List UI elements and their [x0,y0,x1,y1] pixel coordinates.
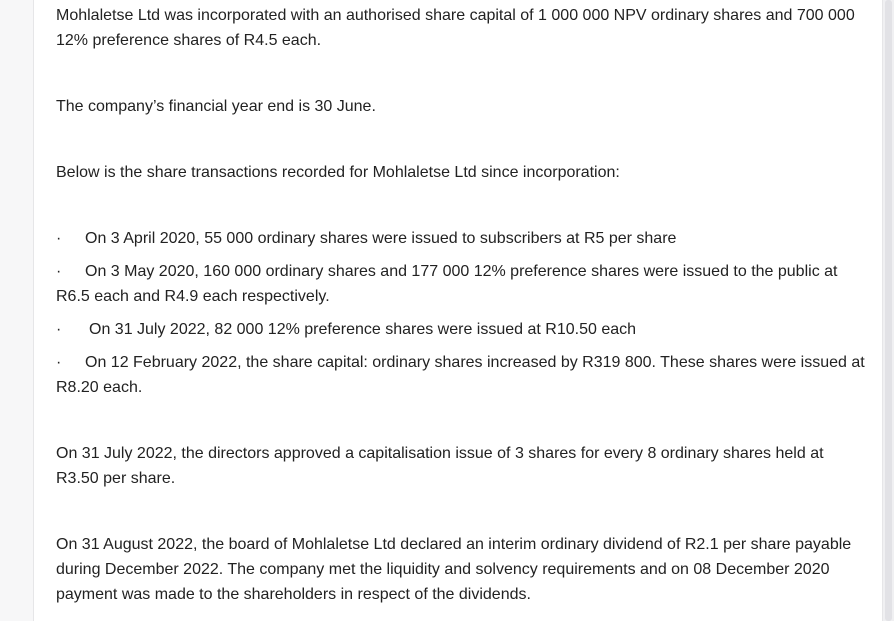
transactions-list [56,226,866,400]
scrollbar-thumb[interactable] [885,0,892,621]
capitalisation-paragraph: On 31 July 2022, the directors approved a capitalisation issue of 3 shares for every 8 ordinary shares held at R3.50 per share. [56,445,824,487]
paragraph-spacer [56,119,866,160]
intro-paragraph: Mohlaletse Ltd was incorporated with an authorised share capital of 1 000 000 NPV ordinary shares and 700 000 12% preference shares of R4.5 each. [56,7,855,49]
list-item [56,317,866,342]
document-page [33,0,883,621]
paragraph-spacer [56,491,866,532]
list-spacer [56,309,866,317]
list-item-text: On 3 April 2020, 55 000 ordinary shares were issued to subscribers at R5 per share [85,230,677,247]
list-item [56,226,866,251]
list-spacer [56,342,866,350]
vertical-scrollbar[interactable] [883,0,894,621]
list-spacer [56,251,866,259]
list-item [56,259,866,309]
dividend-paragraph: On 31 August 2022, the board of Mohlaletse Ltd declared an interim ordinary dividend of R2.1 per share payable during December 2022. The company met the liquidity and solvency requirements and on 08 December 2020 payment was made to the shareholders in respect of the dividends. [56,536,852,603]
paragraph-spacer [56,185,866,226]
bullet-icon: · [56,263,62,280]
list-item [56,350,866,400]
transactions-heading: Below is the share transactions recorded for Mohlaletse Ltd since incorporation: [56,164,620,181]
paragraph-spacer [56,400,866,441]
list-item-text: On 31 July 2022, 82 000 12% preference shares were issued at R10.50 each [89,321,637,338]
list-item-text: On 3 May 2020, 160 000 ordinary shares and 177 000 12% preference shares were issued to the public at R6.5 each and R4.9 each respectively. [56,263,838,305]
bullet-icon: · [56,230,62,247]
bullet-icon: · [56,321,62,338]
paragraph-spacer [56,53,866,94]
document-body [56,3,866,607]
year-end-paragraph: The company’s financial year end is 30 June. [56,98,376,115]
bullet-icon: · [56,354,62,371]
list-item-text: On 12 February 2022, the share capital: ordinary shares increased by R319 800. These shares were issued at R8.20 each. [56,354,865,396]
